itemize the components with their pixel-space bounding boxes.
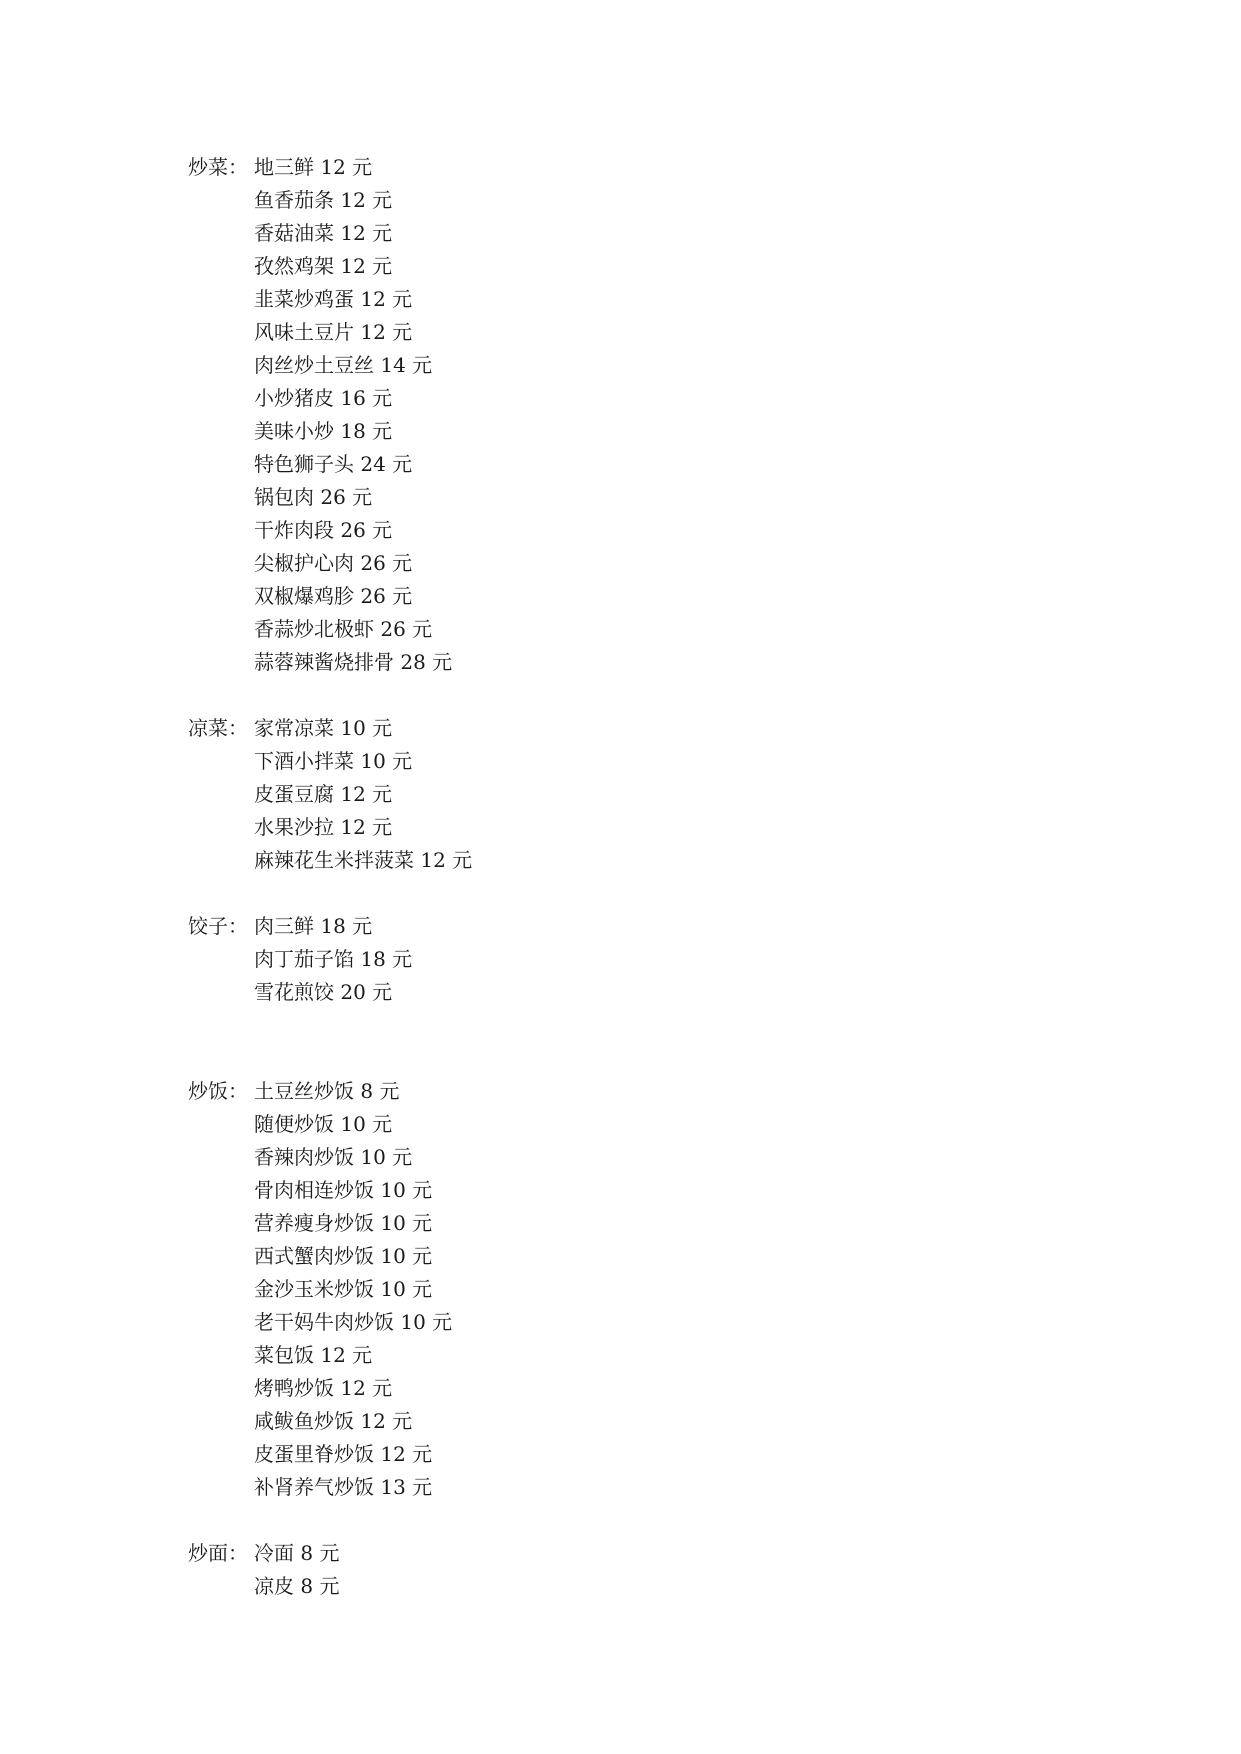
dish-item: 尖椒护心肉 26 元: [254, 551, 413, 575]
dish-item: 皮蛋里脊炒饭 12 元: [254, 1442, 433, 1466]
category-label: 凉菜：: [188, 716, 248, 740]
dish-item: 地三鲜 12 元: [254, 155, 373, 179]
dish-item: 凉皮 8 元: [254, 1574, 340, 1598]
dish-item: 双椒爆鸡胗 26 元: [254, 584, 413, 608]
dish-item: 孜然鸡架 12 元: [254, 254, 393, 278]
dish-item: 锅包肉 26 元: [254, 485, 373, 509]
dish-list: [188, 1075, 1088, 1504]
dish-item: 补肾养气炒饭 13 元: [254, 1475, 433, 1499]
dish-item: 菜包饭 12 元: [254, 1343, 373, 1367]
dish-item: 肉丝炒土豆丝 14 元: [254, 353, 433, 377]
menu-section-fried-rice: [188, 1075, 1088, 1504]
dish-item: 鱼香茄条 12 元: [254, 188, 393, 212]
dish-item: 随便炒饭 10 元: [254, 1112, 393, 1136]
menu-section-cold-dishes: [188, 712, 1088, 877]
dish-item: 香辣肉炒饭 10 元: [254, 1145, 413, 1169]
dish-list: [188, 712, 1088, 877]
dish-item: 小炒猪皮 16 元: [254, 386, 393, 410]
dish-item: 特色狮子头 24 元: [254, 452, 413, 476]
dish-list: [188, 151, 1088, 679]
dish-item: 土豆丝炒饭 8 元: [254, 1079, 400, 1103]
dish-item: 麻辣花生米拌菠菜 12 元: [254, 848, 473, 872]
dish-item: 香菇油菜 12 元: [254, 221, 393, 245]
dish-item: 雪花煎饺 20 元: [254, 980, 393, 1004]
menu-section-stir-fry: [188, 151, 1088, 679]
dish-item: 蒜蓉辣酱烧排骨 28 元: [254, 650, 453, 674]
dish-item: 烤鸭炒饭 12 元: [254, 1376, 393, 1400]
dish-item: 家常凉菜 10 元: [254, 716, 393, 740]
dish-item: 风味土豆片 12 元: [254, 320, 413, 344]
dish-item: 咸鲅鱼炒饭 12 元: [254, 1409, 413, 1433]
dish-item: 营养瘦身炒饭 10 元: [254, 1211, 433, 1235]
category-label: 饺子：: [188, 914, 248, 938]
dish-item: 肉丁茄子馅 18 元: [254, 947, 413, 971]
dish-list: [188, 910, 1088, 1009]
dish-item: 老干妈牛肉炒饭 10 元: [254, 1310, 453, 1334]
menu-document: [188, 151, 1088, 1603]
category-label: 炒面：: [188, 1541, 248, 1565]
dish-item: 干炸肉段 26 元: [254, 518, 393, 542]
dish-list: [188, 1537, 1088, 1603]
dish-item: 香蒜炒北极虾 26 元: [254, 617, 433, 641]
dish-item: 韭菜炒鸡蛋 12 元: [254, 287, 413, 311]
dish-item: 美味小炒 18 元: [254, 419, 393, 443]
dish-item: 水果沙拉 12 元: [254, 815, 393, 839]
menu-section-dumplings: [188, 910, 1088, 1009]
dish-item: 肉三鲜 18 元: [254, 914, 373, 938]
dish-item: 下酒小拌菜 10 元: [254, 749, 413, 773]
dish-item: 冷面 8 元: [254, 1541, 340, 1565]
dish-item: 西式蟹肉炒饭 10 元: [254, 1244, 433, 1268]
dish-item: 金沙玉米炒饭 10 元: [254, 1277, 433, 1301]
dish-item: 骨肉相连炒饭 10 元: [254, 1178, 433, 1202]
menu-section-noodles: [188, 1537, 1088, 1603]
category-label: 炒菜：: [188, 155, 248, 179]
dish-item: 皮蛋豆腐 12 元: [254, 782, 393, 806]
category-label: 炒饭：: [188, 1079, 248, 1103]
